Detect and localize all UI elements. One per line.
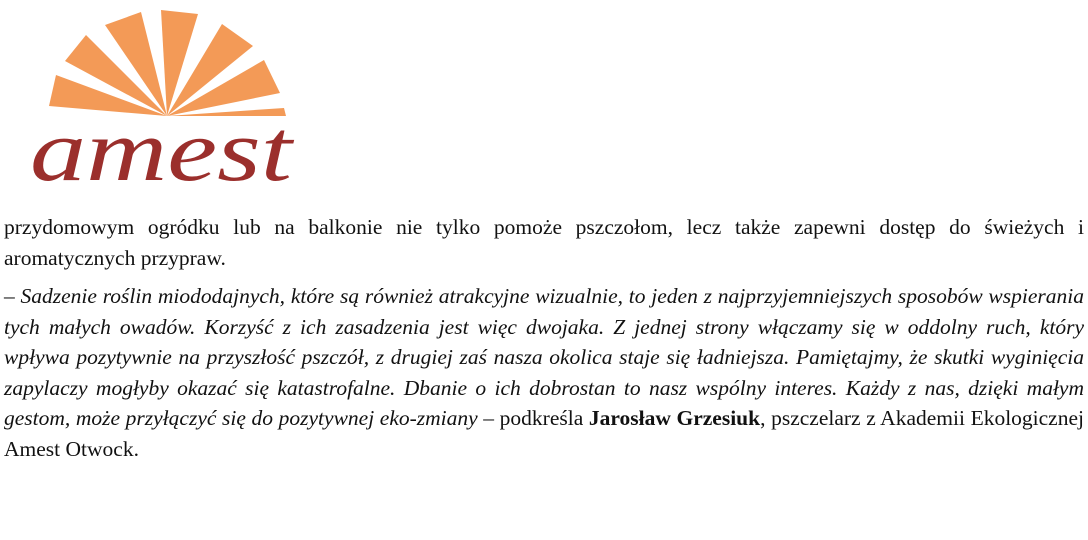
quote-text: – Sadzenie roślin miododajnych, które są również atrakcyjne wizualnie, to jeden z najprzyjemniejszych sposobów wspierania tych małych owadów. Korzyść z ich zasadzenia jest więc dwojaka. Z jednej strony włączamy się w oddolny ruch, który wpływa pozytywnie na przyszłość pszczół, z drugiej zaś nasza okolica staje się ładniejsza. Pamiętajmy, że skutki wyginięcia zapylaczy mogłyby okazać się katastrofalne. Dbanie o ich dobrostan to nasz wspólny interes. Każdy z nas, dzięki małym gestom, może przyłączyć się do pozytywnej eko-zmiany: [4, 284, 1084, 430]
paragraph-1: przydomowym ogródku lub na balkonie nie tylko pomoże pszczołom, lecz także zapewni dostęp do świeżych i aromatycznych przypraw.: [4, 215, 1084, 270]
amest-logo: [28, 8, 298, 188]
sun-rays: [49, 10, 286, 116]
article-text: [4, 212, 1084, 464]
attribution-prefix: – podkreśla: [477, 406, 589, 430]
logo-wordmark: amest: [30, 103, 296, 188]
paragraph-2: [4, 281, 1084, 464]
sun-rays-icon: [28, 8, 298, 188]
attribution-suffix: , pszczelarz z Akademii Ekologicznej Amest Otwock.: [4, 406, 1084, 461]
speaker-name: Jarosław Grzesiuk: [588, 406, 761, 430]
